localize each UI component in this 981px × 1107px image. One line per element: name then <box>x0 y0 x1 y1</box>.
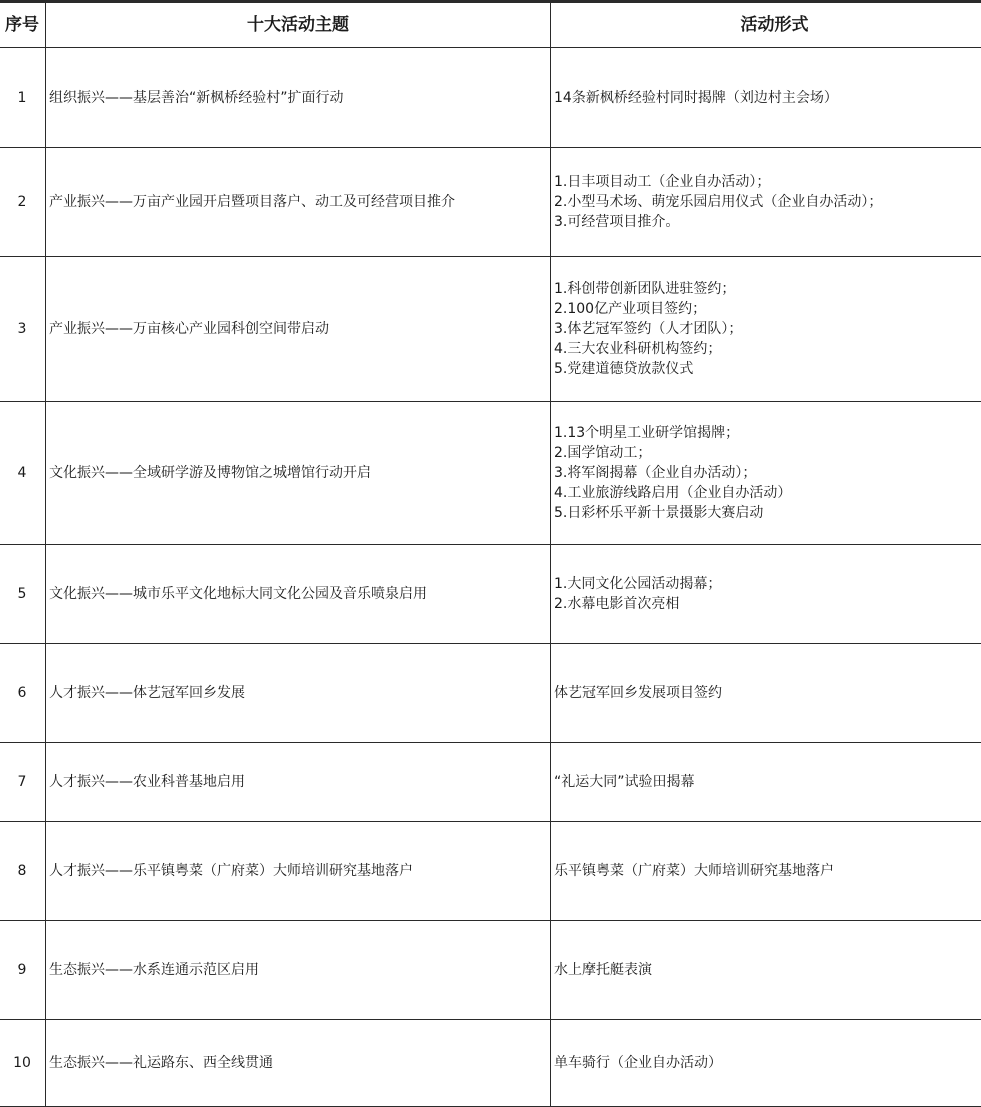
table-row <box>0 257 981 402</box>
header-theme: 十大活动主题 <box>46 2 551 48</box>
form-line: 4.三大农业科研机构签约； <box>554 339 981 359</box>
row-theme: 产业振兴——万亩产业园开启暨项目落户、动工及可经营项目推介 <box>46 148 551 257</box>
table-row <box>0 743 981 822</box>
row-number: 9 <box>0 921 46 1020</box>
table-row <box>0 921 981 1020</box>
row-form <box>551 257 981 402</box>
header-form: 活动形式 <box>551 2 981 48</box>
table-row <box>0 402 981 545</box>
row-theme: 组织振兴——基层善治“新枫桥经验村”扩面行动 <box>46 48 551 148</box>
row-number: 1 <box>0 48 46 148</box>
form-line: 4.工业旅游线路启用（企业自办活动） <box>554 483 981 503</box>
row-number: 6 <box>0 644 46 743</box>
row-theme: 人才振兴——农业科普基地启用 <box>46 743 551 822</box>
form-line: 1.13个明星工业研学馆揭牌； <box>554 423 981 443</box>
row-theme: 生态振兴——礼运路东、西全线贯通 <box>46 1020 551 1107</box>
row-number: 10 <box>0 1020 46 1107</box>
table-row <box>0 48 981 148</box>
form-line: 2.国学馆动工； <box>554 443 981 463</box>
row-theme: 产业振兴——万亩核心产业园科创空间带启动 <box>46 257 551 402</box>
form-line: 2.水幕电影首次亮相 <box>554 594 981 614</box>
row-number: 2 <box>0 148 46 257</box>
form-line: 5.党建道德贷放款仪式 <box>554 359 981 379</box>
row-number: 3 <box>0 257 46 402</box>
table-row <box>0 148 981 257</box>
table-body <box>0 48 981 1107</box>
row-form <box>551 743 981 822</box>
row-form <box>551 402 981 545</box>
form-line: 3.体艺冠军签约（人才团队）； <box>554 319 981 339</box>
form-line: 5.日彩杯乐平新十景摄影大赛启动 <box>554 503 981 523</box>
form-line: 2.100亿产业项目签约； <box>554 299 981 319</box>
form-line: 1.科创带创新团队进驻签约； <box>554 279 981 299</box>
row-theme: 生态振兴——水系连通示范区启用 <box>46 921 551 1020</box>
table-row <box>0 1020 981 1107</box>
row-number: 4 <box>0 402 46 545</box>
form-line: 14条新枫桥经验村同时揭牌（刘边村主会场） <box>554 88 981 108</box>
row-number: 8 <box>0 822 46 921</box>
row-form <box>551 48 981 148</box>
form-line: 1.大同文化公园活动揭幕； <box>554 574 981 594</box>
row-form <box>551 148 981 257</box>
row-form <box>551 921 981 1020</box>
row-theme: 文化振兴——城市乐平文化地标大同文化公园及音乐喷泉启用 <box>46 545 551 644</box>
form-line: 1.日丰项目动工（企业自办活动）； <box>554 172 981 192</box>
header-num: 序号 <box>0 2 46 48</box>
table-row <box>0 545 981 644</box>
form-line: 2.小型马术场、萌宠乐园启用仪式（企业自办活动）； <box>554 192 981 212</box>
row-form <box>551 822 981 921</box>
form-line: 单车骑行（企业自办活动） <box>554 1053 981 1073</box>
form-line: 3.可经营项目推介。 <box>554 212 981 232</box>
row-theme: 人才振兴——体艺冠军回乡发展 <box>46 644 551 743</box>
table-row <box>0 644 981 743</box>
row-form <box>551 1020 981 1107</box>
row-form <box>551 545 981 644</box>
form-line: 体艺冠军回乡发展项目签约 <box>554 683 981 703</box>
form-line: “礼运大同”试验田揭幕 <box>554 772 981 792</box>
form-line: 3.将军阁揭幕（企业自办活动）； <box>554 463 981 483</box>
table-row <box>0 822 981 921</box>
header-row <box>0 2 981 48</box>
row-form <box>551 644 981 743</box>
row-number: 5 <box>0 545 46 644</box>
row-theme: 文化振兴——全域研学游及博物馆之城增馆行动开启 <box>46 402 551 545</box>
form-line: 水上摩托艇表演 <box>554 960 981 980</box>
row-number: 7 <box>0 743 46 822</box>
row-theme: 人才振兴——乐平镇粤菜（广府菜）大师培训研究基地落户 <box>46 822 551 921</box>
form-line: 乐平镇粤菜（广府菜）大师培训研究基地落户 <box>554 861 981 881</box>
